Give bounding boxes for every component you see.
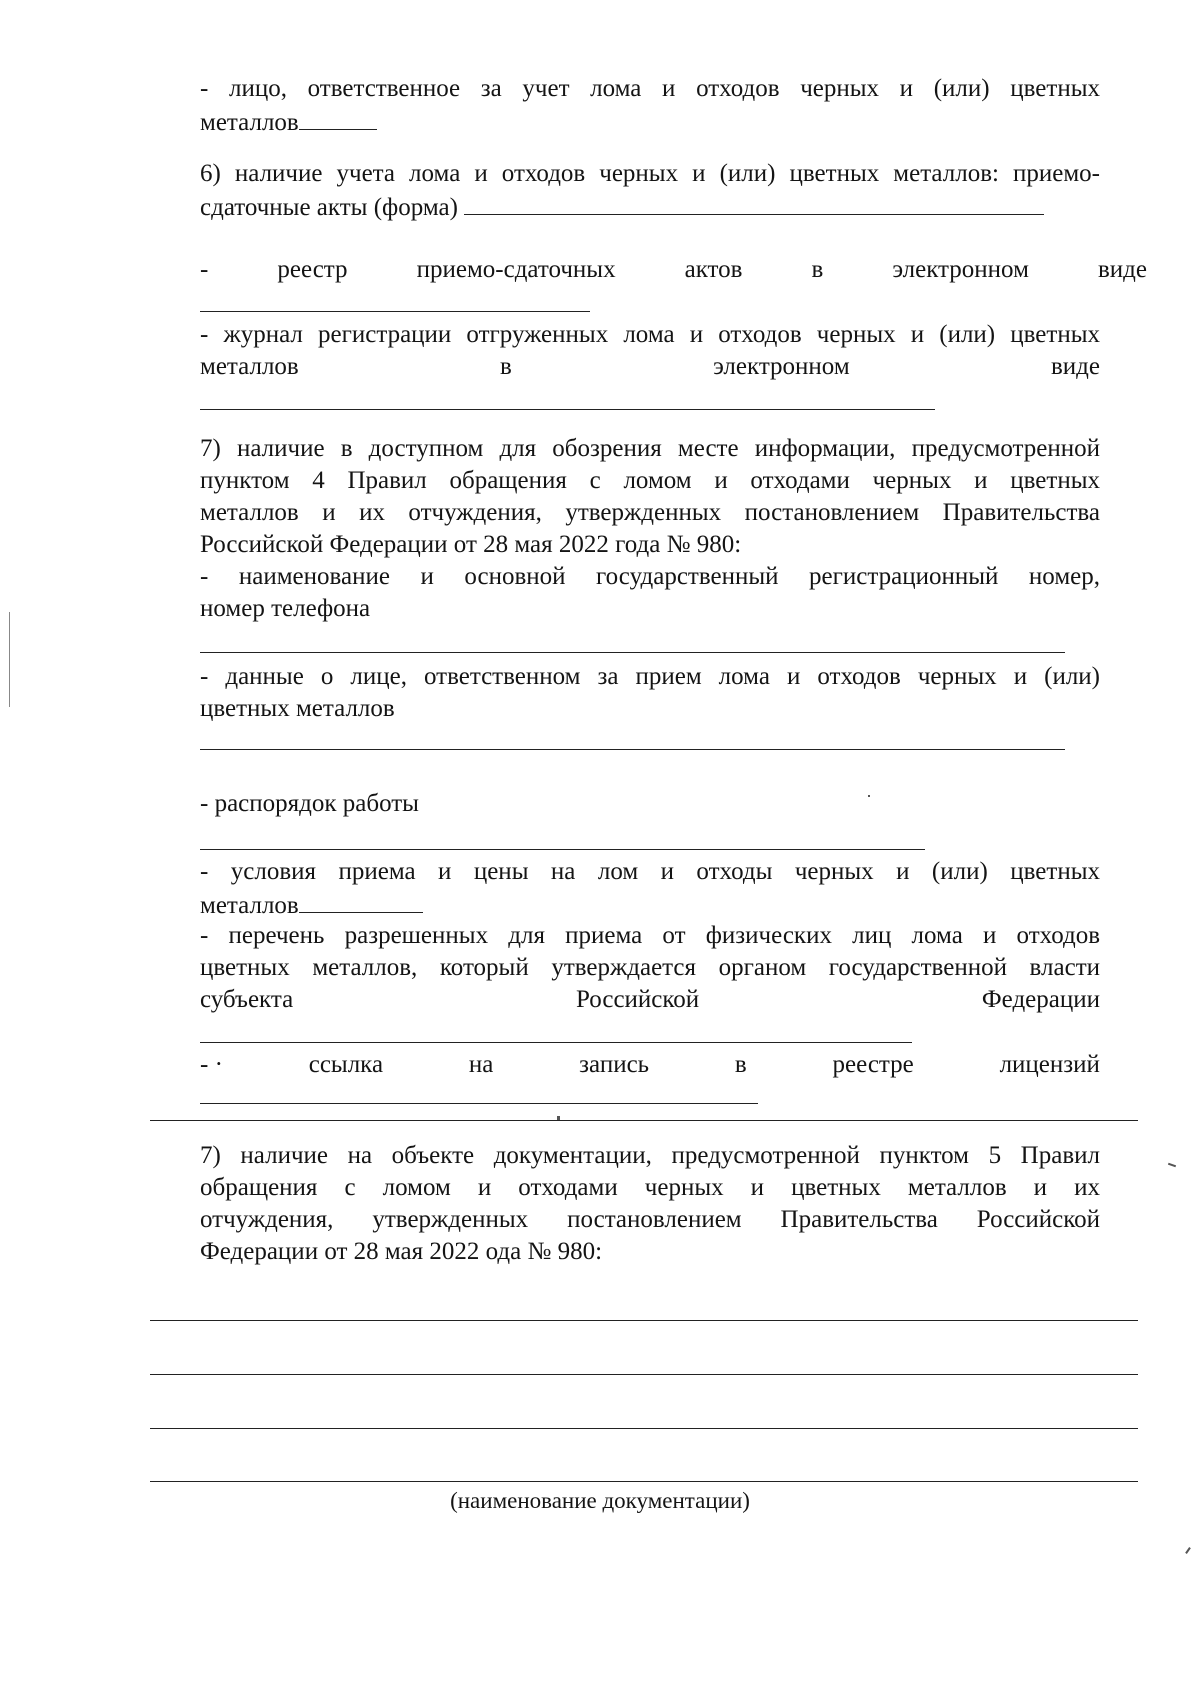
metals-list-line-1: - перечень разрешенных для приема от физических лиц лома и отходов <box>200 922 1100 949</box>
section-7a-line-2: пунктом 4 Правил обращения с ломом и отходами черных и цветных <box>200 467 1100 494</box>
scan-speck <box>557 1116 560 1120</box>
documentation-caption: (наименование документации) <box>450 1488 750 1513</box>
work-schedule-line: - распорядок работы <box>200 790 419 817</box>
acts-form-blank[interactable] <box>464 189 1044 215</box>
work-schedule-blank[interactable] <box>200 849 925 850</box>
section-7a-line-1: 7) наличие в доступном для обозрения месте информации, предусмотренной <box>200 435 1100 462</box>
name-ogrn-line-1: - наименование и основной государственный регистрационный номер, <box>200 563 1100 590</box>
documentation-blank-2[interactable] <box>150 1374 1138 1375</box>
scan-speck <box>868 795 870 797</box>
conditions-line-1: - условия приема и цены на лом и отходы черных и (или) цветных <box>200 858 1100 885</box>
journal-line-2: металлов в электронном виде <box>200 353 1100 380</box>
person-data-blank[interactable] <box>200 749 1065 750</box>
electronic-register-line: - реестр приемо-сдаточных актов в электронном виде <box>200 256 1147 283</box>
name-ogrn-blank[interactable] <box>200 652 1065 653</box>
responsible-person-blank[interactable] <box>299 104 377 130</box>
documentation-blank-4[interactable] <box>150 1481 1138 1482</box>
section-7b-line-1: 7) наличие на объекте документации, предусмотренной пунктом 5 Правил <box>200 1142 1100 1169</box>
responsible-person-line-2: металлов <box>200 104 1100 138</box>
journal-line-1: - журнал регистрации отгруженных лома и отходов черных и (или) цветных <box>200 321 1100 348</box>
license-link-blank[interactable] <box>200 1103 758 1104</box>
responsible-person-line-1: - лицо, ответственное за учет лома и отходов черных и (или) цветных <box>200 75 1100 102</box>
section-divider <box>150 1120 1138 1121</box>
metals-list-blank[interactable] <box>200 1042 912 1043</box>
person-data-line-2: цветных металлов <box>200 695 395 722</box>
section-7a-line-4: Российской Федерации от 28 мая 2022 года № 980: <box>200 531 742 558</box>
section-7b-line-3: отчуждения, утвержденных постановлением Правительства Российской <box>200 1206 1100 1233</box>
documentation-blank-3[interactable] <box>150 1428 1138 1429</box>
section-6-line-1: 6) наличие учета лома и отходов черных и (или) цветных металлов: приемо- <box>200 160 1100 187</box>
license-link-line: - · ссылка на запись в реестре лицензий <box>200 1051 1100 1078</box>
journal-blank[interactable] <box>200 409 935 410</box>
section-6-line-2: сдаточные акты (форма) <box>200 189 1100 223</box>
section-7b-line-2: обращения с ломом и отходами черных и цветных металлов и их <box>200 1174 1100 1201</box>
conditions-line-2: металлов <box>200 887 1100 921</box>
metals-list-line-3: субъекта Российской Федерации <box>200 986 1100 1013</box>
person-data-line-1: - данные о лице, ответственном за прием лома и отходов черных и (или) <box>200 663 1100 690</box>
scan-speck <box>1168 1163 1176 1168</box>
scan-speck <box>1185 1547 1191 1554</box>
name-ogrn-line-2: номер телефона <box>200 595 371 622</box>
documentation-blank-1[interactable] <box>150 1320 1138 1321</box>
conditions-blank[interactable] <box>299 887 423 913</box>
scan-margin-mark <box>9 612 10 707</box>
metals-list-line-2: цветных металлов, который утверждается органом государственной власти <box>200 954 1100 981</box>
section-7b-line-4: Федерации от 28 мая 2022 ода № 980: <box>200 1238 603 1265</box>
section-7a-line-3: металлов и их отчуждения, утвержденных постановлением Правительства <box>200 499 1100 526</box>
electronic-register-blank[interactable] <box>200 311 590 312</box>
